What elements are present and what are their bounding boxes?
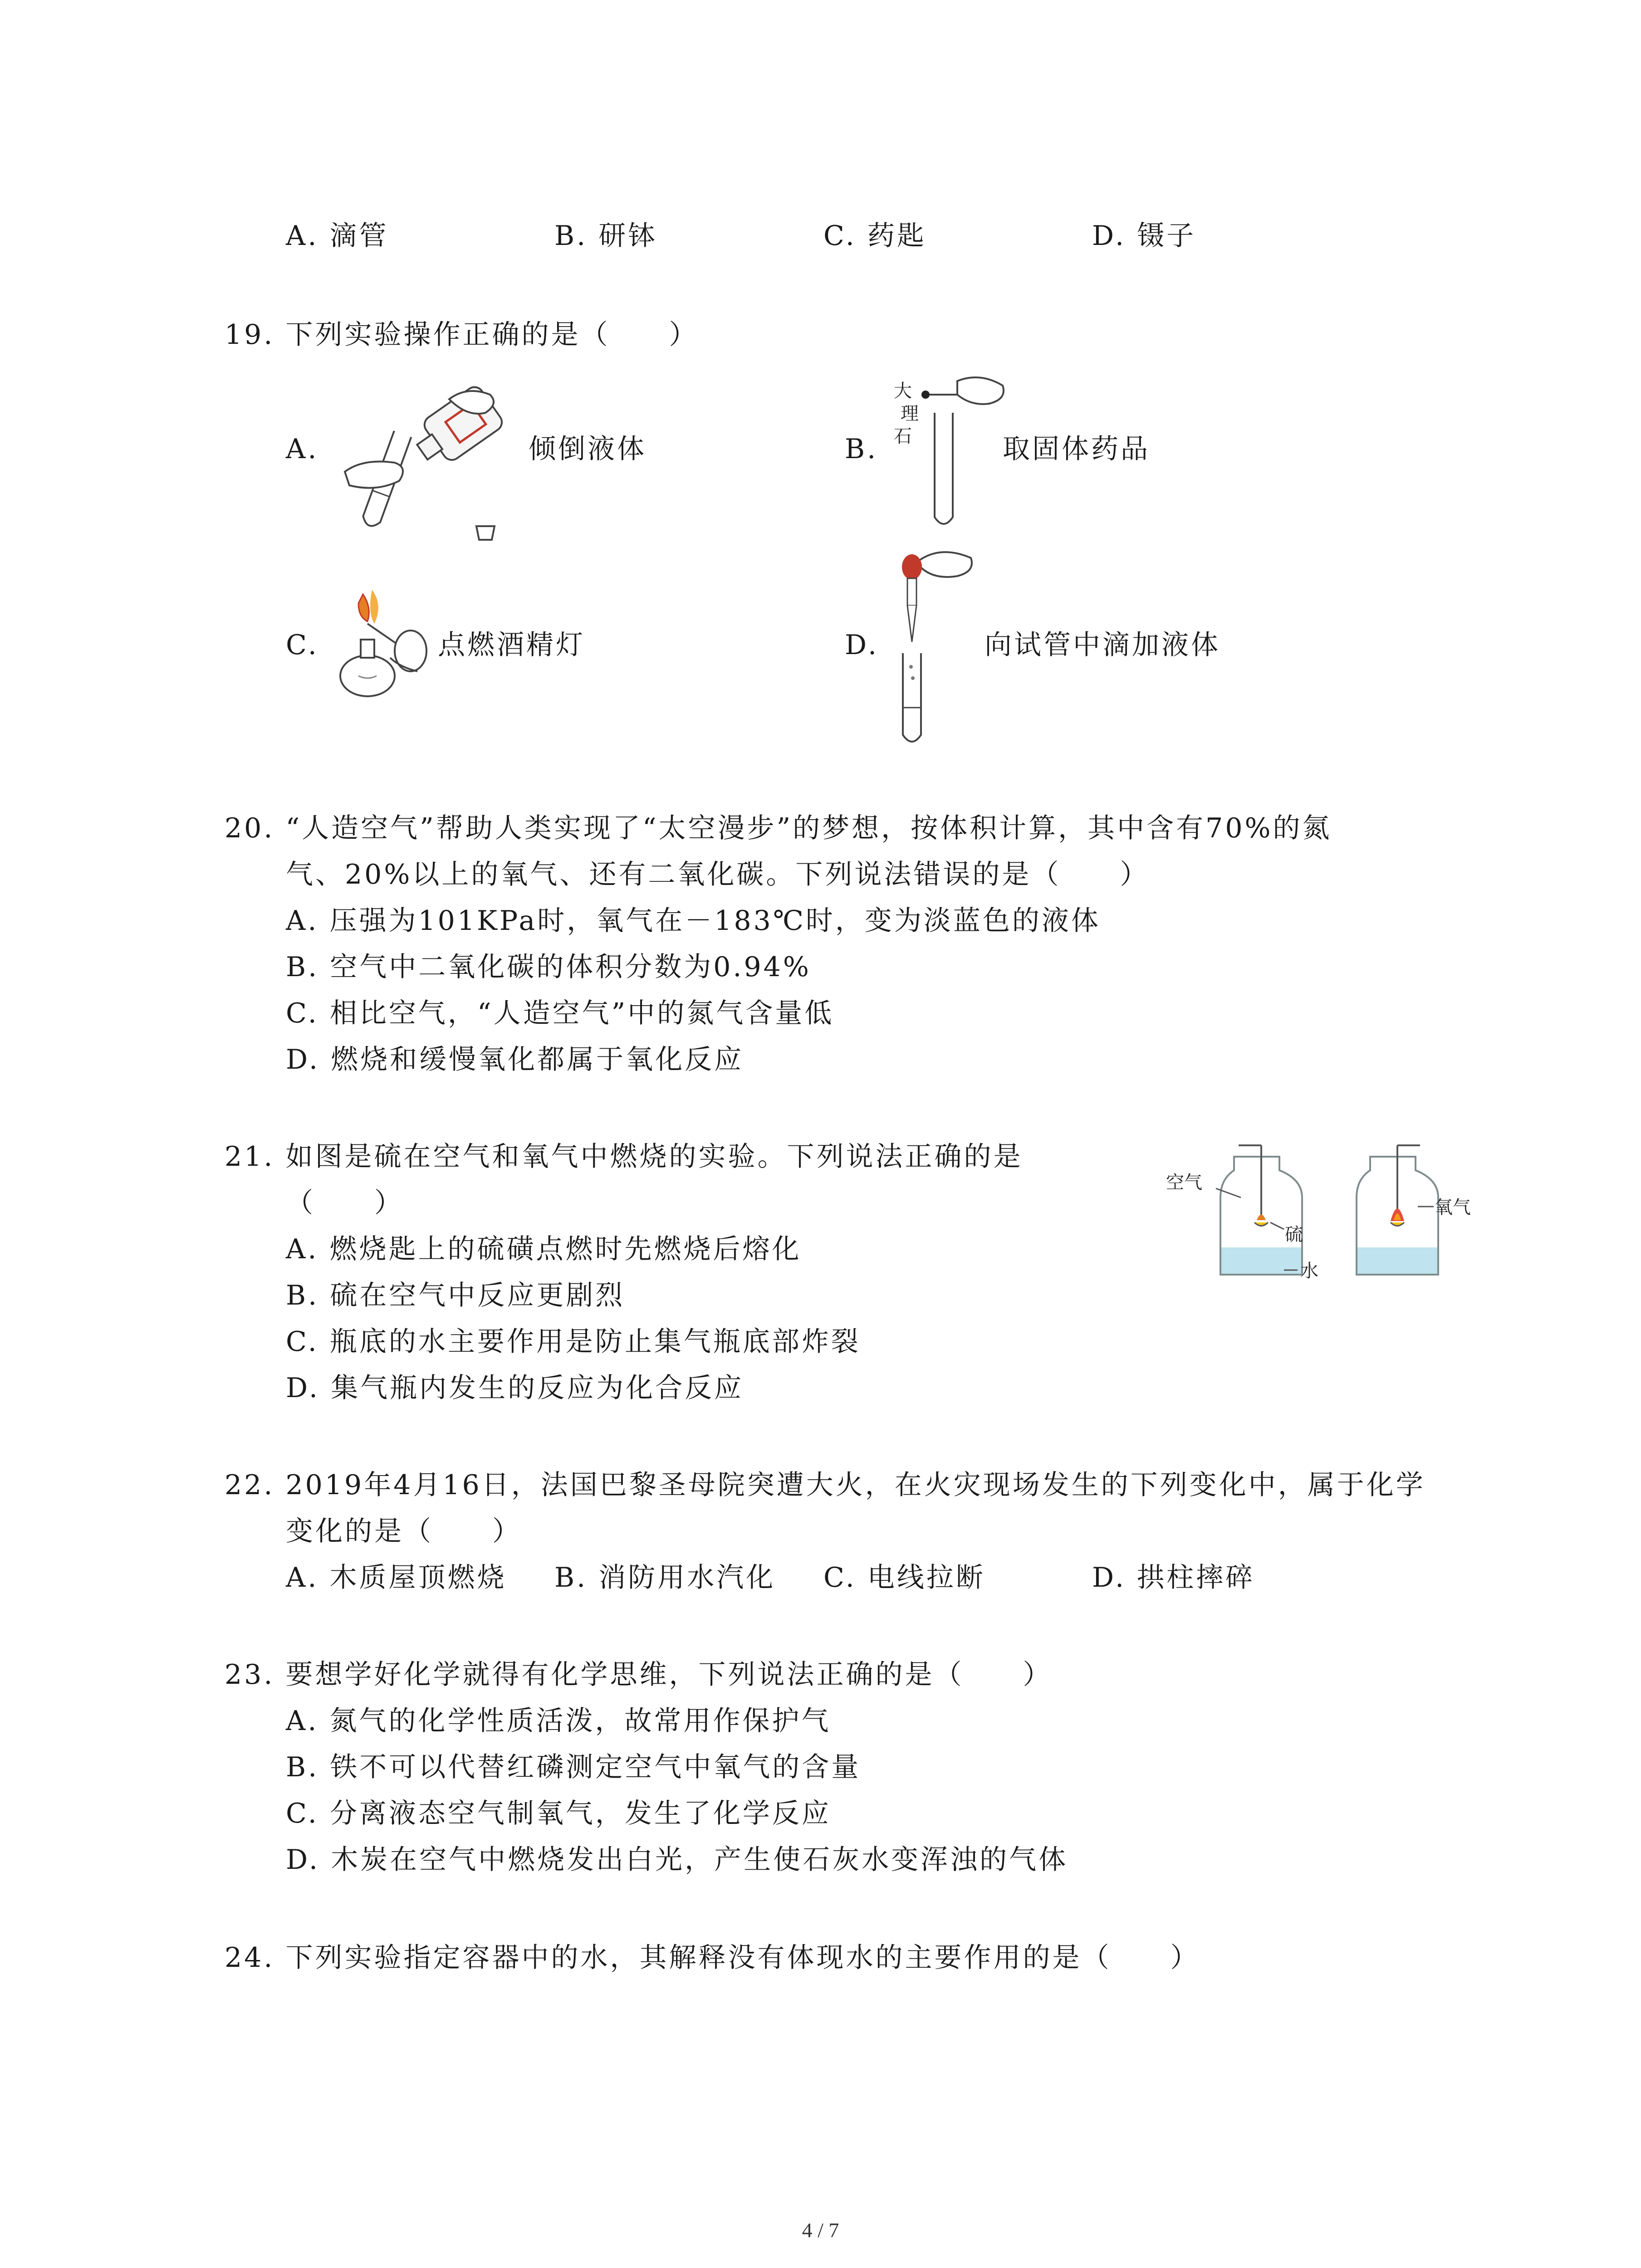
q19-c-letter: C. xyxy=(286,629,319,661)
q22-option-d: D. 拱柱摔碎 xyxy=(1092,1562,1255,1593)
q19-stem: 19. 下列实验操作正确的是（ ） xyxy=(225,319,699,351)
q19-a-label: 倾倒液体 xyxy=(529,433,647,465)
label-water: 水 xyxy=(1300,1261,1318,1281)
q21-option-d: D. 集气瓶内发生的反应为化合反应 xyxy=(286,1372,744,1404)
q19-b-label: 取固体药品 xyxy=(1003,433,1150,465)
q19-b-letter: B. xyxy=(845,433,878,465)
q18-option-b: B. 研钵 xyxy=(554,220,658,252)
q22-option-b: B. 消防用水汽化 xyxy=(554,1562,776,1593)
light-lamp-figure xyxy=(331,585,436,708)
q19-d-letter: D. xyxy=(845,629,879,661)
q24-stem: 24. 下列实验指定容器中的水，其解释没有体现水的主要作用的是（ ） xyxy=(225,1942,1200,1974)
q22-option-a: A. 木质屋顶燃烧 xyxy=(286,1562,507,1593)
label-sulfur: 硫 xyxy=(1285,1224,1303,1245)
q23-option-b: B. 铁不可以代替红磷测定空气中氧气的含量 xyxy=(286,1751,861,1783)
marble-label-2: 理 xyxy=(901,403,919,424)
q21-option-a: A. 燃烧匙上的硫磺点燃时先燃烧后熔化 xyxy=(286,1233,802,1265)
q23-option-c: C. 分离液态空气制氧气，发生了化学反应 xyxy=(286,1798,831,1829)
q23-stem: 23. 要想学好化学就得有化学思维，下列说法正确的是（ ） xyxy=(225,1659,1053,1691)
q21-stem-line2: （ ） xyxy=(286,1187,404,1219)
sulfur-combustion-figure xyxy=(1166,1143,1471,1288)
q21-option-b: B. 硫在空气中反应更剧烈 xyxy=(286,1280,625,1311)
q20-option-c: C. 相比空气，“人造空气”中的氮气含量低 xyxy=(286,997,834,1029)
q22-stem-line1: 22. 2019年4月16日，法国巴黎圣母院突遭大火，在火灾现场发生的下列变化中，属于化学 xyxy=(225,1469,1425,1501)
q21-option-c: C. 瓶底的水主要作用是防止集气瓶底部炸裂 xyxy=(286,1326,861,1358)
q20-option-d: D. 燃烧和缓慢氧化都属于氧化反应 xyxy=(286,1044,744,1075)
pour-liquid-figure xyxy=(336,381,535,553)
marble-label-1: 大 xyxy=(894,381,912,401)
q19-d-label: 向试管中滴加液体 xyxy=(985,629,1220,661)
q19-a-letter: A. xyxy=(286,433,319,465)
q18-option-a: A. 滴管 xyxy=(286,220,389,252)
dropper-figure xyxy=(880,549,980,748)
q23-option-a: A. 氮气的化学性质活泼，故常用作保护气 xyxy=(286,1705,831,1737)
q18-option-d: D. 镊子 xyxy=(1092,220,1196,252)
label-oxygen: 氧气 xyxy=(1435,1197,1471,1218)
q23-option-d: D. 木炭在空气中燃烧发出白光，产生使石灰水变浑浊的气体 xyxy=(286,1844,1068,1876)
marble-label-3: 石 xyxy=(894,426,912,447)
page-number: 4 / 7 xyxy=(802,2219,839,2242)
q21-stem-line1: 21. 如图是硫在空气和氧气中燃烧的实验。下列说法正确的是 xyxy=(225,1141,1023,1173)
solid-drug-figure xyxy=(889,372,1007,535)
q20-option-a: A. 压强为101KPa时，氧气在－183℃时，变为淡蓝色的液体 xyxy=(286,905,1101,937)
q22-option-c: C. 电线拉断 xyxy=(823,1562,985,1593)
q20-stem-line1: 20. “人造空气”帮助人类实现了“太空漫步”的梦想，按体积计算，其中含有70%的氮 xyxy=(225,812,1332,844)
q18-option-c: C. 药匙 xyxy=(823,220,926,252)
q19-c-label: 点燃酒精灯 xyxy=(438,629,585,661)
q20-stem-line2: 气、20%以上的氧气、还有二氧化碳。下列说法错误的是（ ） xyxy=(286,859,1150,890)
q22-stem-line2: 变化的是（ ） xyxy=(286,1515,522,1547)
q20-option-b: B. 空气中二氧化碳的体积分数为0.94% xyxy=(286,951,811,983)
label-air: 空气 xyxy=(1166,1172,1202,1193)
